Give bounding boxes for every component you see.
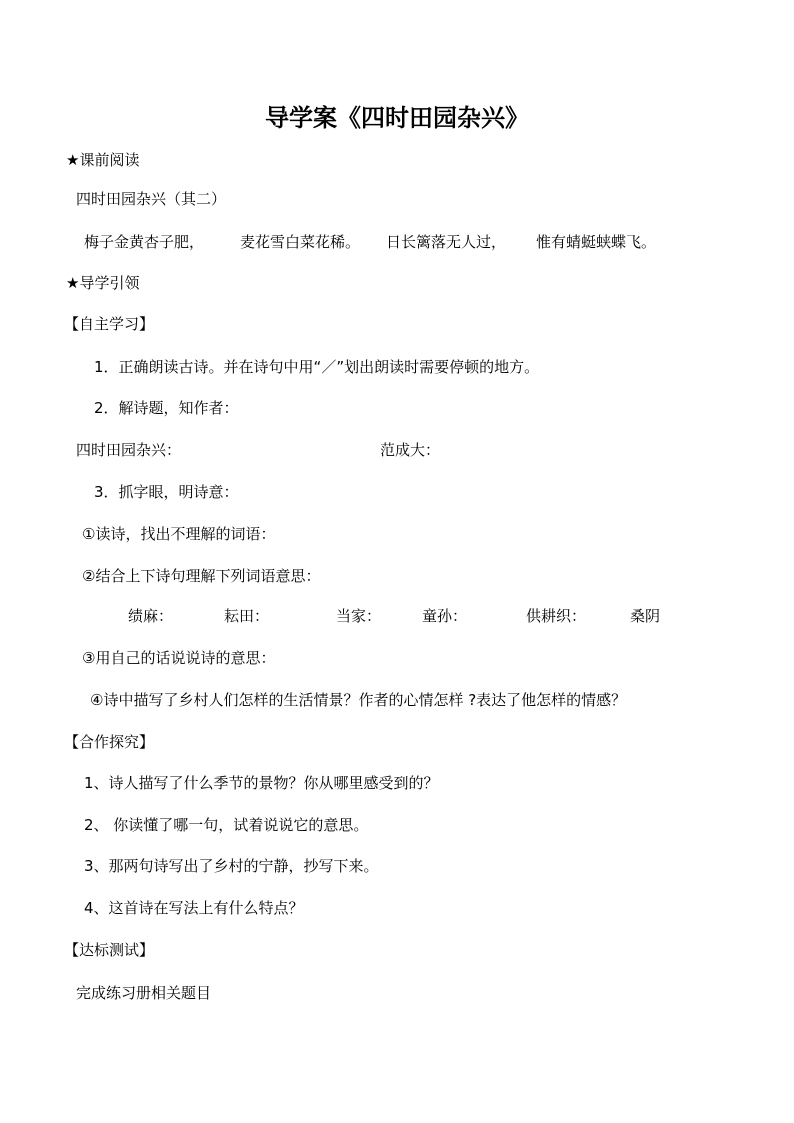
poem-line-3: 日长篱落无人过，	[386, 233, 507, 251]
poem-title-label: 四时田园杂兴：	[76, 441, 182, 459]
author-label: 范成大：	[380, 441, 441, 459]
test-text: 完成练习册相关题目	[76, 984, 212, 1002]
vocab-word: 当家：	[336, 607, 382, 625]
page-title: 导学案《四时田园杂兴》	[265, 103, 529, 132]
self-study-item-3: 3．抓字眼，明诗意：	[94, 483, 239, 501]
self-study-sub-2: ②结合上下诗句理解下列词语意思：	[82, 567, 321, 585]
cooperation-question-1: 1、诗人描写了什么季节的景物？你从哪里感受到的？	[84, 774, 439, 792]
cooperation-question-4: 4、这首诗在写法上有什么特点？	[84, 899, 304, 917]
cooperation-question-3: 3、那两句诗写出了乡村的宁静，抄写下来。	[84, 857, 379, 875]
section-heading-cooperation: 【合作探究】	[64, 733, 155, 751]
self-study-sub-4: ④诗中描写了乡村人们怎样的生活情景？作者的心情怎样 ?表达了他怎样的情感？	[90, 691, 627, 709]
vocab-word: 供耕织：	[526, 607, 587, 625]
section-heading-pre-reading: ★课前阅读	[66, 151, 140, 169]
vocab-word: 绩麻：	[128, 607, 174, 625]
section-heading-test: 【达标测试】	[64, 941, 155, 959]
self-study-item-1: 1．正确朗读古诗。并在诗句中用“／”划出朗读时需要停顿的地方。	[94, 358, 540, 376]
vocab-word: 桑阴	[630, 607, 661, 625]
section-heading-guidance: ★导学引领	[66, 274, 140, 292]
poem-line-1: 梅子金黄杏子肥，	[84, 233, 205, 251]
self-study-item-2: 2．解诗题，知作者：	[94, 399, 239, 417]
poem-title: 四时田园杂兴（其二）	[76, 190, 227, 208]
self-study-sub-3: ③用自己的话说说诗的意思：	[82, 649, 276, 667]
vocab-word: 耘田：	[224, 607, 270, 625]
cooperation-question-2: 2、 你读懂了哪一句，试着说说它的意思。	[84, 816, 369, 834]
vocab-word: 童孙：	[422, 607, 468, 625]
self-study-sub-1: ①读诗，找出不理解的词语：	[82, 525, 276, 543]
poem-line-4: 惟有蜻蜓蛱蝶飞。	[536, 233, 657, 251]
section-heading-self-study: 【自主学习】	[64, 315, 155, 333]
poem-line-2: 麦花雪白菜花稀。	[240, 233, 361, 251]
